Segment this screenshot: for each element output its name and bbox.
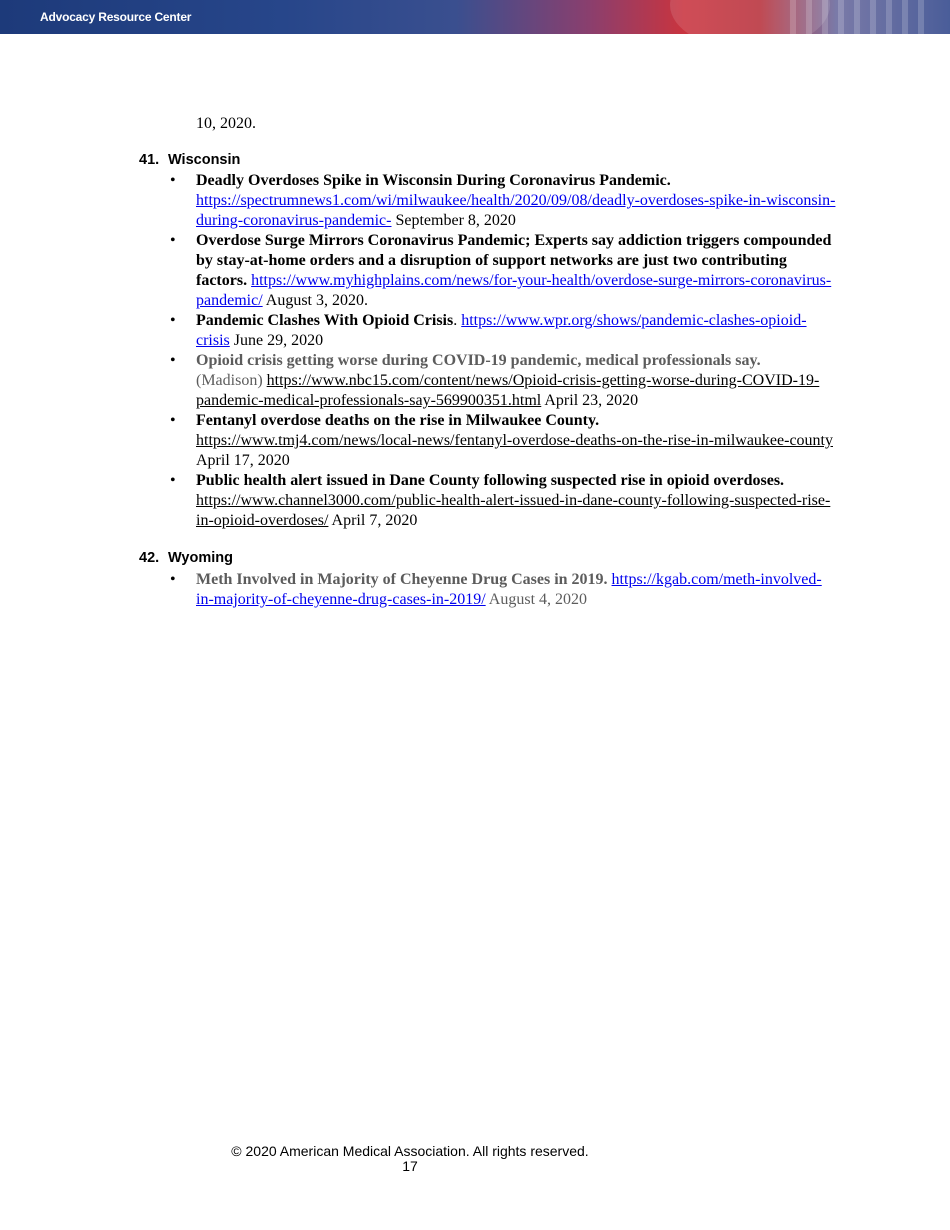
article-title: Meth Involved in Majority of Cheyenne Drug Cases in 2019.: [196, 571, 608, 588]
list-item: [196, 570, 836, 610]
capitol-columns-graphic: [790, 0, 930, 34]
section-heading-wisconsin: [139, 152, 240, 168]
article-title: Opioid crisis getting worse during COVID-19 pandemic, medical professionals say.: [196, 352, 761, 369]
article-link[interactable]: https://spectrumnews1.com/wi/milwaukee/health/2020/09/08/deadly-overdoses-spike-in-wisconsin-during-coronavirus-pandemic-: [196, 192, 836, 229]
section-number: 42.: [139, 550, 160, 566]
page-number: 17: [402, 1158, 418, 1174]
list-item: [196, 351, 836, 411]
list-item: [196, 311, 836, 351]
article-title: Overdose Surge Mirrors Coronavirus Pandemic; Experts say addiction triggers compounded by stay-at-home orders and a disruption of support networks are just two contributing factors.: [196, 232, 832, 289]
section-number: 41.: [139, 152, 160, 168]
list-item: [196, 411, 836, 471]
section-title: Wisconsin: [168, 152, 241, 168]
article-date: June 29, 2020: [233, 332, 324, 349]
article-title: Deadly Overdoses Spike in Wisconsin During Coronavirus Pandemic.: [196, 172, 671, 189]
list-item: [196, 231, 836, 311]
banner-title: Advocacy Resource Center: [40, 10, 192, 24]
article-title: Fentanyl overdose deaths on the rise in Milwaukee County.: [196, 412, 600, 429]
continuation-text: 10, 2020.: [196, 115, 256, 132]
article-date: August 3, 2020.: [265, 292, 368, 309]
article-link[interactable]: https://www.channel3000.com/public-health-alert-issued-in-dane-county-following-suspected-rise-in-opioid-overdoses/: [196, 492, 831, 529]
article-location: (Madison): [196, 372, 263, 389]
section-heading-wyoming: [139, 550, 233, 566]
article-link[interactable]: https://kgab.com/meth-involved-in-majority-of-cheyenne-drug-cases-in-2019/: [196, 571, 822, 608]
article-title: Public health alert issued in Dane County following suspected rise in opioid overdoses.: [196, 472, 785, 489]
list-item: [196, 471, 836, 531]
list-item: [196, 171, 836, 231]
article-link[interactable]: https://www.wpr.org/shows/pandemic-clashes-opioid-crisis: [196, 312, 807, 349]
article-title: Pandemic Clashes With Opioid Crisis: [196, 312, 454, 329]
header-banner: [0, 0, 950, 34]
article-date: April 23, 2020: [544, 392, 639, 409]
article-link[interactable]: https://www.nbc15.com/content/news/Opioid-crisis-getting-worse-during-COVID-19-pandemic-medical-professionals-say-569900351.html: [196, 372, 820, 409]
section-title: Wyoming: [168, 550, 233, 566]
article-link[interactable]: https://www.myhighplains.com/news/for-your-health/overdose-surge-mirrors-coronavirus-pandemic/: [196, 272, 832, 309]
title-suffix: .: [453, 312, 458, 329]
article-date: August 4, 2020: [488, 591, 588, 608]
article-date: April 7, 2020: [331, 512, 418, 529]
footer-copyright: © 2020 American Medical Association. All rights reserved.: [231, 1143, 589, 1159]
article-date: April 17, 2020: [196, 452, 290, 469]
article-link[interactable]: https://www.tmj4.com/news/local-news/fentanyl-overdose-deaths-on-the-rise-in-milwaukee-county: [196, 432, 833, 449]
wyoming-article-list: [196, 570, 836, 610]
wisconsin-article-list: [196, 171, 836, 531]
article-date: September 8, 2020: [395, 212, 516, 229]
